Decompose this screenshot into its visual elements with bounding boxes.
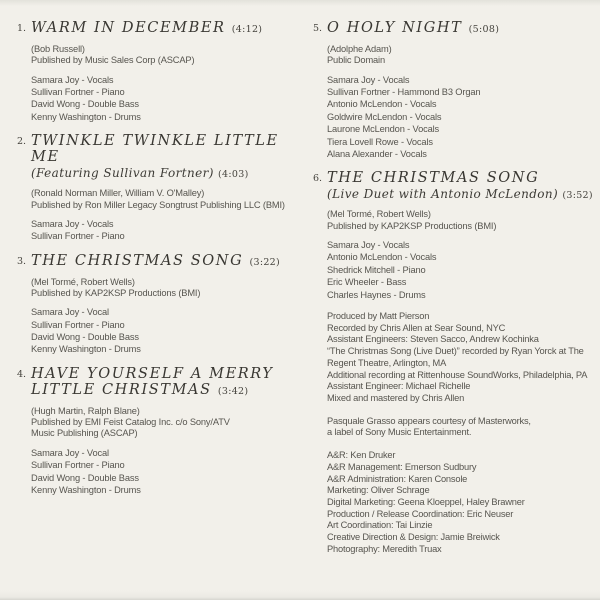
personnel-line: David Wong - Double Bass	[31, 99, 139, 110]
track-number: 2.	[17, 136, 27, 148]
track-title-line	[327, 20, 596, 38]
personnel-line: Sullivan Fortner - Hammond B3 Organ	[327, 87, 481, 97]
track-title: O HOLY NIGHT	[327, 20, 463, 36]
staff-credit-line: Marketing: Oliver Schrage	[327, 485, 430, 496]
personnel-line: Goldwire McLendon - Vocals	[327, 111, 442, 122]
track-title-line	[31, 133, 307, 165]
production-credits	[327, 311, 596, 405]
track	[17, 253, 307, 356]
writer-credit-line: (Ronald Norman Miller, William V. O'Malley)	[31, 188, 205, 199]
personnel-line: Sullivan Fortner - Piano	[31, 87, 125, 97]
writer-credit-line: Published by KAP2KSP Productions (BMI)	[31, 287, 201, 298]
production-credit-line: Mixed and mastered by Chris Allen	[327, 392, 465, 403]
staff-credit-line: Production / Release Coordination: Eric Neuser	[327, 508, 514, 519]
writer-credit-line: Public Domain	[327, 55, 385, 66]
personnel-line: Alana Alexander - Vocals	[327, 149, 427, 160]
writer-credit-line: (Mel Tormé, Robert Wells)	[31, 276, 135, 287]
writer-credit-line: (Hugh Martin, Ralph Blane)	[31, 405, 140, 416]
personnel-line: Kenny Washington - Drums	[31, 111, 141, 122]
production-credit-line: Recorded by Chris Allen at Sear Sound, NYC	[327, 322, 506, 333]
personnel-line: Antonio McLendon - Vocals	[327, 99, 437, 110]
personnel-line: Eric Wheeler - Bass	[327, 277, 407, 288]
personnel-list	[31, 74, 307, 124]
track-list-left-column	[17, 20, 313, 600]
track	[17, 20, 307, 123]
personnel-line: Antonio McLendon - Vocals	[327, 252, 437, 263]
track-list-right-column	[313, 20, 596, 600]
staff-credit-line: Art Coordination: Tai Linzie	[327, 520, 433, 531]
track-duration: (3:42)	[217, 385, 249, 397]
track-subtitle-line	[327, 187, 596, 203]
writer-credits	[31, 188, 307, 211]
track-title: TWINKLE TWINKLE LITTLE ME	[31, 133, 279, 166]
track	[17, 133, 307, 242]
personnel-list	[327, 74, 596, 161]
personnel-line: Sullivan Fortner - Piano	[31, 460, 125, 471]
personnel-line: David Wong - Double Bass	[31, 332, 139, 343]
track-duration: (3:22)	[249, 256, 281, 268]
personnel-line: Charles Haynes - Drums	[327, 289, 426, 300]
personnel-line: Kenny Washington - Drums	[31, 344, 141, 355]
writer-credits	[31, 44, 307, 67]
track	[313, 20, 596, 160]
track-number: 3.	[17, 255, 27, 267]
track-duration: (5:08)	[468, 24, 500, 35]
production-credit-line: Regent Theatre, Arlington, MA	[327, 357, 447, 368]
personnel-line: Samara Joy - Vocals	[327, 240, 410, 251]
track-subtitle: (Featuring Sullivan Fortner)	[31, 166, 214, 181]
track-title-line	[31, 253, 307, 271]
writer-credit-line: Published by EMI Feist Catalog Inc. c/o Sony/ATV	[31, 417, 230, 428]
personnel-list	[327, 239, 596, 301]
track-number: 4.	[17, 368, 27, 380]
writer-credit-line: (Bob Russell)	[31, 44, 85, 54]
staff-credit-line: Digital Marketing: Geena Kloeppel, Haley Brawner	[327, 496, 525, 507]
track-title-line	[31, 20, 307, 38]
staff-credit-line: Creative Direction & Design: Jamie Breiwick	[327, 532, 500, 543]
personnel-line: Laurone McLendon - Vocals	[327, 124, 440, 135]
track-number: 5.	[313, 23, 323, 34]
production-credit-line: Additional recording at Rittenhouse SoundWorks, Philadelphia, PA	[327, 369, 588, 380]
writer-credit-line: Published by KAP2KSP Productions (BMI)	[327, 220, 497, 231]
personnel-line: Sullivan Fortner - Piano	[31, 231, 125, 242]
track-duration: (4:12)	[231, 24, 263, 35]
track-title: WARM IN DECEMBER	[31, 20, 226, 36]
production-credit-line: Assistant Engineer: Michael Richelle	[327, 381, 471, 392]
staff-credit-line: A&R: Ken Druker	[327, 450, 396, 461]
courtesy-note	[327, 416, 596, 439]
production-credit-line: Assistant Engineers: Steven Sacco, Andrew Kochinka	[327, 334, 539, 345]
personnel-line: Samara Joy - Vocal	[31, 307, 109, 318]
track-duration: (3:52)	[562, 190, 593, 202]
personnel-line: Kenny Washington - Drums	[31, 484, 141, 495]
personnel-list	[31, 306, 307, 356]
personnel-line: David Wong - Double Bass	[31, 472, 139, 483]
personnel-line: Shedrick Mitchell - Piano	[327, 264, 426, 275]
personnel-list	[31, 218, 307, 243]
track-number: 1.	[17, 23, 27, 34]
track	[17, 366, 307, 497]
track-number: 6.	[313, 173, 323, 185]
track-title-line	[327, 170, 596, 186]
personnel-list	[31, 447, 307, 497]
track-title: THE CHRISTMAS SONG	[31, 252, 244, 269]
courtesy-line: a label of Sony Music Entertainment.	[327, 427, 472, 438]
writer-credit-line: Published by Music Sales Corp (ASCAP)	[31, 55, 195, 66]
staff-credit-line: A&R Administration: Karen Console	[327, 473, 468, 484]
track-title: THE CHRISTMAS SONG	[327, 170, 540, 187]
writer-credits	[327, 209, 596, 232]
track-subtitle-line	[31, 166, 307, 182]
writer-credits	[31, 277, 307, 300]
track-subtitle: (Live Duet with Antonio McLendon)	[327, 187, 559, 202]
writer-credit-line: Music Publishing (ASCAP)	[31, 428, 138, 439]
staff-credit-line: A&R Management: Emerson Sudbury	[327, 461, 477, 472]
personnel-line: Samara Joy - Vocal	[31, 447, 109, 458]
writer-credit-line: (Mel Tormé, Robert Wells)	[327, 209, 431, 220]
personnel-line: Sullivan Fortner - Piano	[31, 319, 125, 330]
writer-credits	[327, 44, 596, 67]
staff-credits	[327, 450, 596, 555]
writer-credit-line: Published by Ron Miller Legacy Songtrust Publishing LLC (BMI)	[31, 199, 285, 210]
production-credit-line: “The Christmas Song (Live Duet)” recorded by Ryan Yorck at The	[327, 346, 584, 357]
personnel-line: Samara Joy - Vocals	[31, 74, 114, 85]
writer-credits	[31, 406, 307, 440]
writer-credit-line: (Adolphe Adam)	[327, 44, 392, 54]
personnel-line: Tiera Lovell Rowe - Vocals	[327, 136, 433, 147]
courtesy-line: Pasquale Grasso appears courtesy of Masterworks,	[327, 415, 531, 426]
track-title-line	[31, 366, 307, 400]
personnel-line: Samara Joy - Vocals	[327, 74, 410, 85]
staff-credit-line: Photography: Meredith Truax	[327, 543, 442, 554]
track-title: HAVE YOURSELF A MERRY LITTLE CHRISTMAS	[31, 365, 274, 398]
personnel-line: Samara Joy - Vocals	[31, 218, 114, 229]
production-credit-line: Produced by Matt Pierson	[327, 311, 430, 322]
track	[313, 170, 596, 301]
track-duration: (4:03)	[218, 169, 249, 181]
